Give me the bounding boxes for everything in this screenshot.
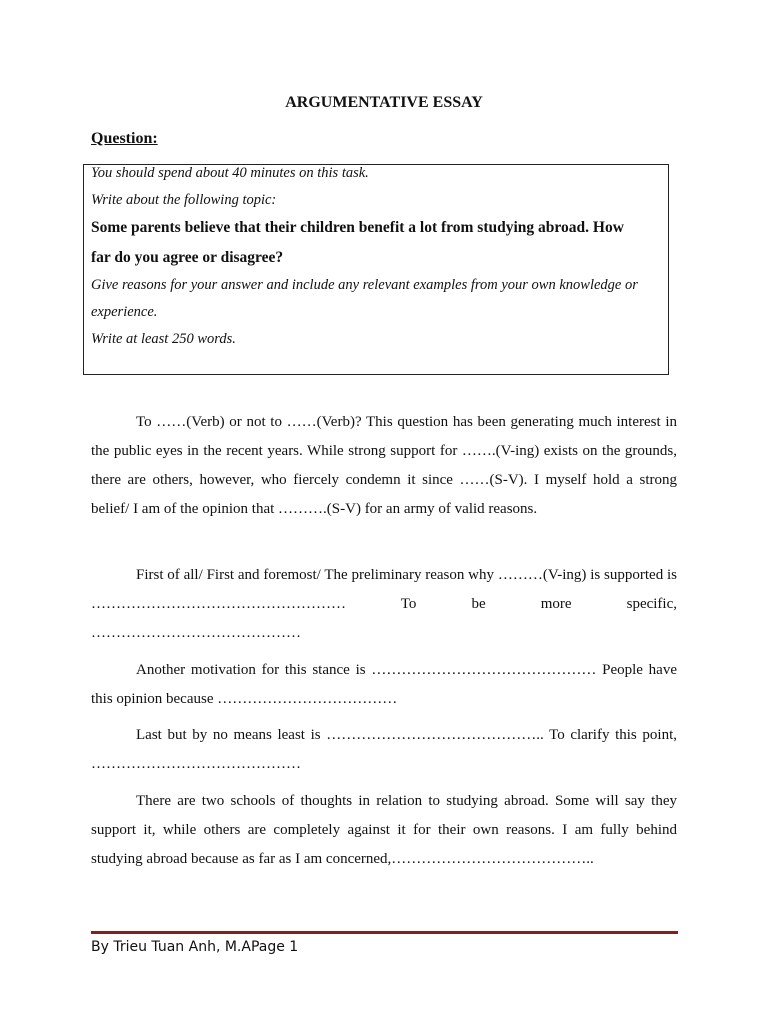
intro-paragraph: To ……(Verb) or not to ……(Verb)? This question has been generating much interest in the public eyes in the recent years. While strong support for …….(V-ing) exists on the grounds, there are others, however, who fiercely condemn it since ……(S-V). I myself hold a strong belief/ I am of the opinion that ……….(S-V) for an army of valid reasons. — [91, 414, 677, 517]
time-instruction: You should spend about 40 minutes on this task. — [91, 165, 369, 181]
word-limit: Write at least 250 words. — [91, 331, 236, 347]
body-paragraph-3: Last but by no means least is …………………………………….. To clarify this point, …………………………………… — [91, 727, 677, 772]
topic-line-1: Some parents believe that their children benefit a lot from studying abroad. How — [91, 219, 624, 236]
footer-rule — [91, 931, 678, 934]
document-title: ARGUMENTATIVE ESSAY — [285, 94, 483, 111]
footer-text: By Trieu Tuan Anh, M.APage 1 — [91, 939, 299, 955]
conclusion-paragraph: There are two schools of thoughts in relation to studying abroad. Some will say they support it, while others are completely against it for their own reasons. I am fully behind studying abroad because as far as I am concerned,………………………………….. — [91, 793, 677, 867]
question-label: Question: — [91, 130, 158, 147]
body-paragraph-1: First of all/ First and foremost/ The preliminary reason why ………(V-ing) is supported is …………………………………………… To be more specific, …………………………………… — [91, 567, 677, 641]
topic-line-2: far do you agree or disagree? — [91, 249, 284, 266]
instruction-line-2: experience. — [91, 304, 158, 320]
instruction-line-1: Give reasons for your answer and include any relevant examples from your own knowledge or — [91, 277, 638, 293]
body-paragraph-2: Another motivation for this stance is ……………………………………… People have this opinion because ……………………………… — [91, 662, 677, 707]
topic-intro: Write about the following topic: — [91, 192, 277, 208]
